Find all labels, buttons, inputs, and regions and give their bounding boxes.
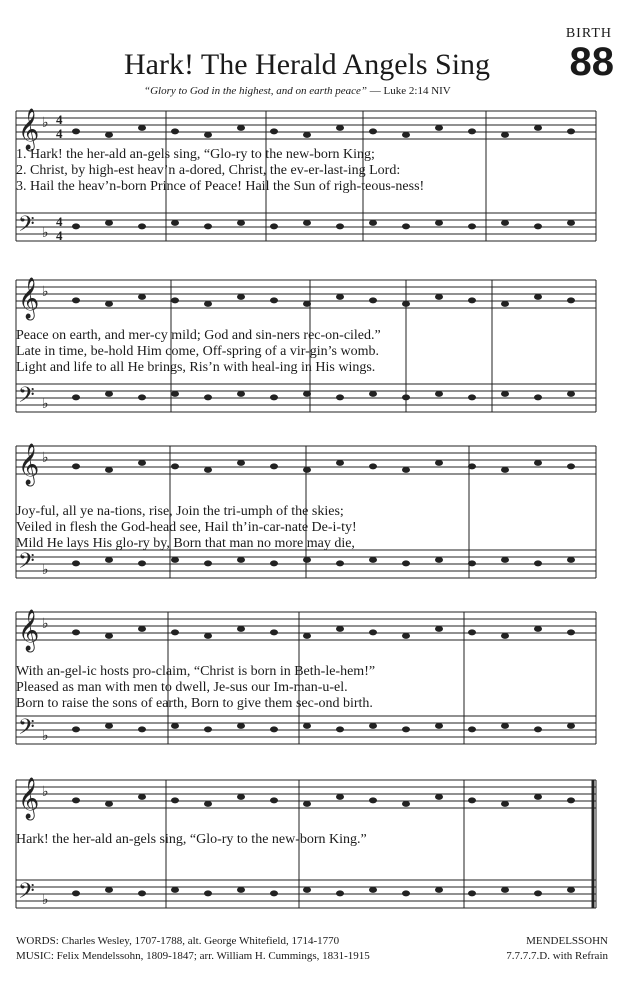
notehead (336, 726, 344, 732)
notehead (138, 394, 146, 400)
notehead (270, 297, 278, 303)
notehead (468, 890, 476, 896)
notehead (303, 391, 311, 397)
notehead (534, 394, 542, 400)
bass-clef-icon: 𝄢 (18, 879, 35, 909)
notehead (336, 294, 344, 300)
notehead (105, 801, 113, 807)
notehead (336, 794, 344, 800)
notehead (534, 460, 542, 466)
notehead (336, 890, 344, 896)
notehead (303, 801, 311, 807)
notehead (72, 560, 80, 566)
notehead (501, 391, 509, 397)
notehead (270, 560, 278, 566)
notehead (270, 726, 278, 732)
notehead (534, 794, 542, 800)
notehead (435, 294, 443, 300)
notehead (303, 220, 311, 226)
notehead (534, 223, 542, 229)
notehead (501, 301, 509, 307)
hymn-number: 88 (569, 40, 614, 84)
notehead (237, 794, 245, 800)
treble-clef-icon: 𝄞 (18, 278, 40, 319)
words-credit: WORDS: Charles Wesley, 1707-1788, alt. George Whitefield, 1714-1770 (16, 935, 340, 947)
bass-clef-icon: 𝄢 (18, 549, 35, 579)
notehead (501, 887, 509, 893)
notehead (336, 626, 344, 632)
treble-clef-icon: 𝄞 (18, 109, 40, 150)
notehead (171, 128, 179, 134)
treble-clef-icon: 𝄞 (18, 610, 40, 651)
notehead (204, 633, 212, 639)
notehead (402, 560, 410, 566)
notehead (138, 794, 146, 800)
notehead (336, 460, 344, 466)
notehead (369, 297, 377, 303)
notehead (567, 128, 575, 134)
notehead (402, 301, 410, 307)
notehead (138, 223, 146, 229)
notehead (270, 797, 278, 803)
flat-icon: ♭ (42, 728, 49, 744)
notehead (468, 629, 476, 635)
notehead (402, 223, 410, 229)
notehead (171, 557, 179, 563)
notehead (72, 629, 80, 635)
notehead (138, 294, 146, 300)
notehead (270, 463, 278, 469)
notehead (138, 626, 146, 632)
notehead (501, 132, 509, 138)
epigraph-reference: — Luke 2:14 NIV (369, 85, 451, 97)
notehead (72, 297, 80, 303)
notehead (468, 128, 476, 134)
notehead (138, 560, 146, 566)
time-signature-bottom: 4 (56, 228, 63, 243)
notehead (105, 633, 113, 639)
notehead (105, 391, 113, 397)
notehead (171, 391, 179, 397)
notehead (204, 726, 212, 732)
lyric-verse-1: Peace on earth, and mer-cy mild; God and sin-ners rec-on-ciled.” (16, 328, 381, 343)
notehead (171, 297, 179, 303)
notehead (336, 394, 344, 400)
notehead (204, 560, 212, 566)
notehead (171, 629, 179, 635)
music-credit: MUSIC: Felix Mendelssohn, 1809-1847; arr. William H. Cummings, 1831-1915 (16, 950, 370, 962)
bass-clef-icon: 𝄢 (18, 212, 35, 242)
notehead (204, 801, 212, 807)
notehead (567, 629, 575, 635)
notehead (369, 723, 377, 729)
notehead (303, 887, 311, 893)
notehead (369, 629, 377, 635)
flat-icon: ♭ (42, 115, 49, 131)
flat-icon: ♭ (42, 562, 49, 578)
notehead (534, 890, 542, 896)
time-signature-top: 4 (56, 112, 63, 127)
notehead (303, 723, 311, 729)
lyric-verse-3: 3. Hail the heav’n-born Prince of Peace! Hail the Sun of righ-teous-ness! (16, 179, 425, 194)
notehead (369, 128, 377, 134)
notehead (567, 887, 575, 893)
notehead (105, 301, 113, 307)
lyric-verse-1: 1. Hark! the her-ald an-gels sing, “Glo-ry to the new-born King; (16, 147, 375, 162)
notehead (171, 463, 179, 469)
hymn-title: Hark! The Herald Angels Sing (124, 48, 491, 81)
section-label: BIRTH (565, 26, 612, 41)
notehead (468, 463, 476, 469)
notehead (237, 557, 245, 563)
notehead (534, 726, 542, 732)
lyric-verse-3: Born to raise the sons of earth, Born to give them sec-ond birth. (16, 696, 373, 711)
notehead (501, 723, 509, 729)
notehead (435, 391, 443, 397)
notehead (534, 626, 542, 632)
notehead (468, 223, 476, 229)
time-signature-top: 4 (56, 214, 63, 229)
notehead (468, 560, 476, 566)
notehead (567, 557, 575, 563)
notehead (105, 220, 113, 226)
notehead (237, 125, 245, 131)
notehead (105, 467, 113, 473)
music-system-3 (16, 438, 596, 588)
notehead (138, 726, 146, 732)
lyric-verse-3: Mild He lays His glo-ry by, Born that man no more may die, (16, 536, 355, 551)
notehead (270, 223, 278, 229)
notehead (435, 794, 443, 800)
lyric-verse-2: 2. Christ, by high-est heav’n a-dored, Christ, the ev-er-last-ing Lord: (16, 163, 401, 178)
notehead (237, 391, 245, 397)
notehead (435, 723, 443, 729)
notehead (72, 394, 80, 400)
notehead (402, 633, 410, 639)
notehead (270, 394, 278, 400)
notehead (171, 723, 179, 729)
time-signature-bottom: 4 (56, 126, 63, 141)
lyric-verse-2: Veiled in flesh the God-head see, Hail th’in-car-nate De-i-ty! (16, 520, 357, 535)
notehead (402, 132, 410, 138)
notehead (270, 629, 278, 635)
notehead (204, 132, 212, 138)
notehead (105, 887, 113, 893)
notehead (171, 220, 179, 226)
notehead (534, 294, 542, 300)
notehead (138, 460, 146, 466)
notehead (468, 297, 476, 303)
notehead (72, 797, 80, 803)
notehead (138, 890, 146, 896)
notehead (237, 887, 245, 893)
notehead (567, 297, 575, 303)
notehead (402, 890, 410, 896)
flat-icon: ♭ (42, 450, 49, 466)
notehead (501, 633, 509, 639)
lyric-verse-1: Joy-ful, all ye na-tions, rise, Join the tri-umph of the skies; (16, 504, 344, 519)
notehead (435, 626, 443, 632)
notehead (303, 132, 311, 138)
notehead (303, 301, 311, 307)
notehead (402, 394, 410, 400)
notehead (72, 223, 80, 229)
notehead (501, 220, 509, 226)
music-system-4 (16, 604, 596, 754)
notehead (369, 391, 377, 397)
notehead (204, 301, 212, 307)
notehead (435, 557, 443, 563)
music-system-1 (16, 103, 596, 253)
music-system-5 (16, 772, 596, 922)
flat-icon: ♭ (42, 616, 49, 632)
notehead (369, 463, 377, 469)
notehead (303, 467, 311, 473)
notehead (336, 125, 344, 131)
lyric-verse-1: With an-gel-ic hosts pro-claim, “Christ is born in Beth-le-hem!” (16, 664, 376, 679)
notehead (72, 726, 80, 732)
music-system-2 (16, 272, 596, 422)
treble-clef-icon: 𝄞 (18, 778, 40, 819)
flat-icon: ♭ (42, 225, 49, 241)
notehead (72, 463, 80, 469)
notehead (468, 797, 476, 803)
notehead (237, 294, 245, 300)
notehead (435, 887, 443, 893)
notehead (72, 890, 80, 896)
flat-icon: ♭ (42, 396, 49, 412)
notehead (501, 557, 509, 563)
notehead (435, 460, 443, 466)
notehead (468, 726, 476, 732)
notehead (567, 463, 575, 469)
notehead (270, 890, 278, 896)
notehead (567, 797, 575, 803)
notehead (105, 557, 113, 563)
notehead (72, 128, 80, 134)
notehead (468, 394, 476, 400)
notehead (567, 220, 575, 226)
notehead (303, 633, 311, 639)
notehead (204, 223, 212, 229)
meter: 7.7.7.7.D. with Refrain (506, 950, 608, 962)
notehead (501, 801, 509, 807)
notehead (369, 797, 377, 803)
epigraph-quote: “Glory to God in the highest, and on earth peace” (144, 85, 368, 97)
notehead (369, 557, 377, 563)
notehead (402, 467, 410, 473)
notehead (171, 887, 179, 893)
lyric-verse-2: Late in time, be-hold Him come, Off-spring of a vir-gin’s womb. (16, 344, 379, 359)
lyric-verse-2: Pleased as man with men to dwell, Je-sus our Im-man-u-el. (16, 680, 348, 695)
notehead (336, 223, 344, 229)
notehead (435, 125, 443, 131)
notehead (237, 460, 245, 466)
scripture-epigraph (144, 85, 451, 97)
notehead (534, 125, 542, 131)
notehead (237, 626, 245, 632)
notehead (402, 726, 410, 732)
notehead (567, 391, 575, 397)
notehead (204, 890, 212, 896)
flat-icon: ♭ (42, 284, 49, 300)
notehead (171, 797, 179, 803)
notehead (204, 394, 212, 400)
notehead (369, 220, 377, 226)
flat-icon: ♭ (42, 784, 49, 800)
tune-name: MENDELSSOHN (526, 935, 608, 947)
flat-icon: ♭ (42, 892, 49, 908)
notehead (204, 467, 212, 473)
notehead (435, 220, 443, 226)
notehead (303, 557, 311, 563)
notehead (138, 125, 146, 131)
lyric-verse-3: Light and life to all He brings, Ris’n with heal-ing in His wings. (16, 360, 376, 375)
notehead (501, 467, 509, 473)
notehead (369, 887, 377, 893)
notehead (336, 560, 344, 566)
bass-clef-icon: 𝄢 (18, 383, 35, 413)
notehead (105, 132, 113, 138)
bass-clef-icon: 𝄢 (18, 715, 35, 745)
lyric-refrain: Hark! the her-ald an-gels sing, “Glo-ry to the new-born King.” (16, 832, 367, 847)
notehead (270, 128, 278, 134)
notehead (105, 723, 113, 729)
notehead (534, 560, 542, 566)
treble-clef-icon: 𝄞 (18, 444, 40, 485)
notehead (237, 723, 245, 729)
notehead (237, 220, 245, 226)
notehead (402, 801, 410, 807)
notehead (567, 723, 575, 729)
